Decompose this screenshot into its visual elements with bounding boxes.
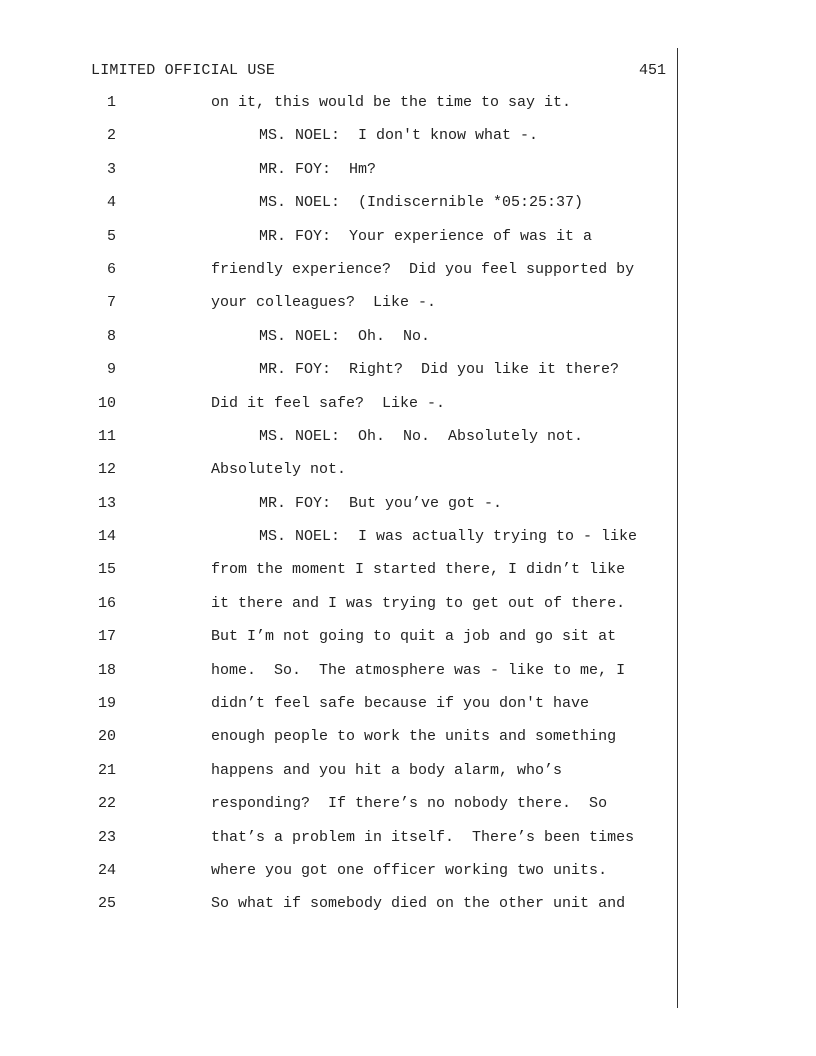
line-number: 16	[97, 594, 116, 612]
line-number: 7	[106, 294, 116, 312]
line-text: didn’t feel safe because if you don't have	[211, 695, 590, 713]
classification-header: LIMITED OFFICIAL USE	[91, 62, 276, 79]
transcript-line	[0, 328, 816, 361]
line-text: home. So. The atmosphere was - like to me, I	[211, 661, 626, 679]
transcript-line	[0, 595, 816, 628]
line-number: 14	[97, 528, 116, 546]
line-text: it there and I was trying to get out of there.	[211, 594, 626, 612]
line-text: Absolutely not.	[211, 461, 347, 479]
line-text: MR. FOY: But you’ve got -.	[259, 494, 503, 512]
line-number: 6	[106, 260, 116, 278]
line-text: MR. FOY: Your experience of was it a	[259, 227, 593, 245]
transcript-line	[0, 461, 816, 494]
transcript-line	[0, 762, 816, 795]
line-text: friendly experience? Did you feel supported by	[211, 260, 635, 278]
transcript-line	[0, 829, 816, 862]
line-number: 20	[97, 728, 116, 746]
transcript-line	[0, 194, 816, 227]
transcript-line	[0, 94, 816, 127]
line-number: 17	[97, 628, 116, 646]
transcript-line	[0, 228, 816, 261]
line-text: that’s a problem in itself. There’s been times	[211, 828, 635, 846]
line-number: 9	[106, 361, 116, 379]
line-number: 19	[97, 695, 116, 713]
line-text: MR. FOY: Right? Did you like it there?	[259, 361, 620, 379]
line-number: 4	[106, 194, 116, 212]
transcript-line	[0, 528, 816, 561]
line-number: 13	[97, 494, 116, 512]
line-number: 12	[97, 461, 116, 479]
transcript-line	[0, 261, 816, 294]
transcript-line	[0, 628, 816, 661]
line-text: MR. FOY: Hm?	[259, 160, 377, 178]
line-text: MS. NOEL: I don't know what -.	[259, 127, 539, 145]
transcript-line	[0, 395, 816, 428]
transcript-line	[0, 695, 816, 728]
transcript-line	[0, 127, 816, 160]
line-text: from the moment I started there, I didn’t like	[211, 561, 626, 579]
line-text: happens and you hit a body alarm, who’s	[211, 761, 563, 779]
line-number: 15	[97, 561, 116, 579]
line-number: 22	[97, 795, 116, 813]
line-number: 2	[106, 127, 116, 145]
transcript-line	[0, 495, 816, 528]
transcript-line	[0, 862, 816, 895]
line-text: MS. NOEL: Oh. No. Absolutely not.	[259, 427, 584, 445]
line-number: 8	[106, 327, 116, 345]
transcript-line	[0, 795, 816, 828]
transcript-line	[0, 361, 816, 394]
line-number: 10	[97, 394, 116, 412]
transcript-line	[0, 428, 816, 461]
transcript-lines	[0, 94, 816, 929]
transcript-line	[0, 662, 816, 695]
line-text: Did it feel safe? Like -.	[211, 394, 446, 412]
line-number: 3	[106, 160, 116, 178]
line-text: MS. NOEL: (Indiscernible *05:25:37)	[259, 194, 584, 212]
line-text: where you got one officer working two units.	[211, 861, 608, 879]
transcript-line	[0, 895, 816, 928]
line-text: But I’m not going to quit a job and go sit at	[211, 628, 617, 646]
transcript-line	[0, 561, 816, 594]
transcript-line	[0, 294, 816, 327]
line-number: 21	[97, 761, 116, 779]
line-text: MS. NOEL: Oh. No.	[259, 327, 431, 345]
line-number: 5	[106, 227, 116, 245]
line-text: MS. NOEL: I was actually trying to - like	[259, 528, 638, 546]
line-number: 11	[97, 427, 116, 445]
line-text: So what if somebody died on the other unit and	[211, 895, 626, 913]
line-text: on it, this would be the time to say it.	[211, 94, 572, 111]
transcript-line	[0, 161, 816, 194]
page-number: 451	[638, 62, 666, 79]
line-text: enough people to work the units and something	[211, 728, 617, 746]
line-number: 24	[97, 861, 116, 879]
line-number: 18	[97, 661, 116, 679]
line-text: responding? If there’s no nobody there. So	[211, 795, 608, 813]
line-text: your colleagues? Like -.	[211, 294, 437, 312]
transcript-line	[0, 728, 816, 761]
line-number: 1	[106, 94, 116, 111]
line-number: 23	[97, 828, 116, 846]
line-number: 25	[97, 895, 116, 913]
